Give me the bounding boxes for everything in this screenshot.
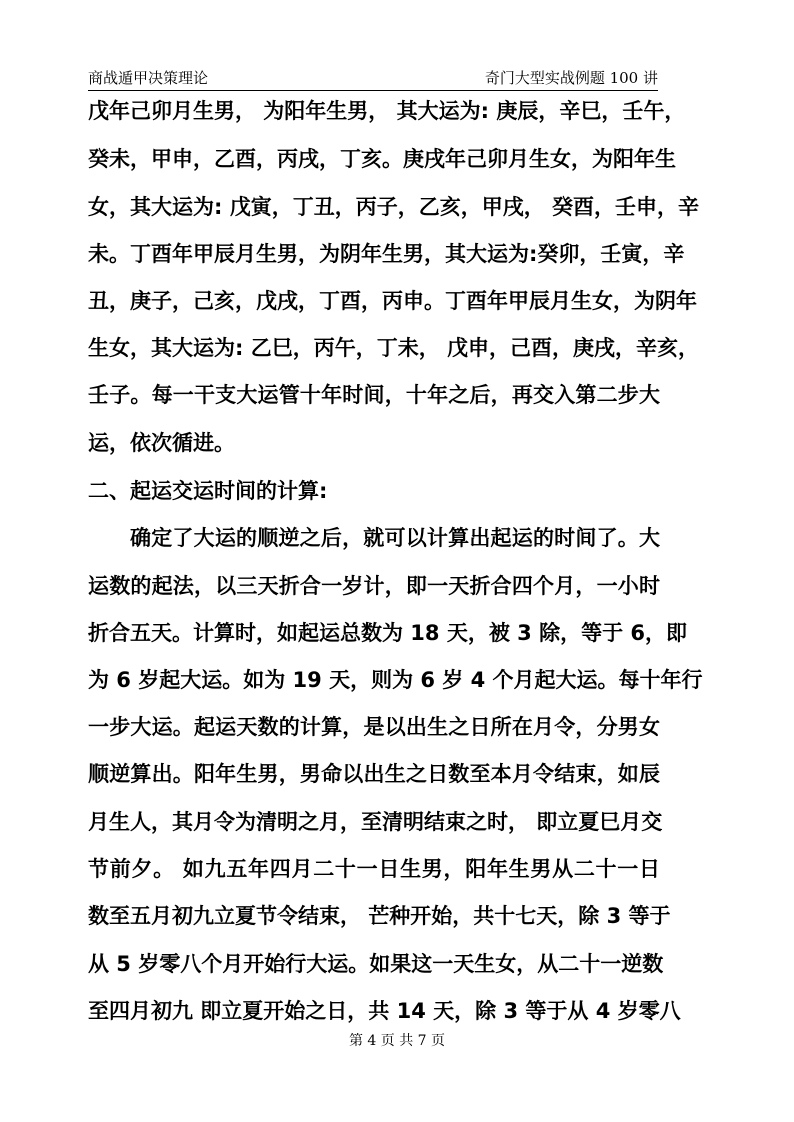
text-line: 未。丁酉年甲辰月生男，为阴年生男，其大运为:癸卯，壬寅，辛 — [88, 242, 685, 266]
header-book-title: 商战遁甲决策理论 — [88, 69, 209, 87]
text-line: 丑，庚子，己亥，戊戌，丁酉，丙申。丁酉年甲辰月生女，为阴年 — [88, 289, 697, 313]
text-line: 运，依次循进。 — [88, 431, 235, 455]
text-line: 生女，其大运为: 乙巳，丙午，丁未， 戊申，己酉，庚戌，辛亥， — [88, 336, 700, 360]
header-series-title: 奇门大型实战例题 100 讲 — [484, 69, 658, 87]
text-line: 戊年己卯月生男， 为阳年生男， 其大运为: 庚辰，辛巳，壬午， — [88, 99, 686, 123]
text-line: 一步大运。起运天数的计算，是以出生之日所在月令，分男女 — [88, 715, 660, 739]
page-header — [88, 62, 658, 91]
text-line: 至四月初九 即立夏开始之日，共 14 天，除 3 等于从 4 岁零八 — [88, 999, 681, 1023]
text-line: 从 5 岁零八个月开始行大运。如果这一天生女，从二十一逆数 — [88, 952, 664, 976]
text-line: 女，其大运为: 戊寅，丁丑，丙子，乙亥，甲戌， 癸酉，壬申，辛 — [88, 195, 700, 219]
page-number-footer: 第 4 页 共 7 页 — [348, 1033, 446, 1049]
text-line: 运数的起法，以三天折合一岁计，即一天折合四个月，一小时 — [88, 574, 660, 598]
text-line: 确定了大运的顺逆之后，就可以计算出起运的时间了。大 — [130, 526, 660, 550]
text-line: 壬子。每一干支大运管十年时间，十年之后，再交入第二步大 — [88, 383, 660, 407]
section-heading: 二、起运交运时间的计算: — [88, 479, 328, 503]
text-line: 折合五天。计算时，如起运总数为 18 天，被 3 除，等于 6，即 — [88, 621, 688, 645]
text-line: 节前夕。 如九五年四月二十一日生男，阳年生男从二十一日 — [88, 857, 660, 881]
text-line: 顺逆算出。阳年生男，男命以出生之日数至本月令结束，如辰 — [88, 762, 660, 786]
text-line: 为 6 岁起大运。如为 19 天，则为 6 岁 4 个月起大运。每十年行 — [88, 668, 703, 692]
text-line: 癸未，甲申，乙酉，丙戌，丁亥。庚戌年己卯月生女，为阳年生 — [88, 147, 676, 171]
text-line: 数至五月初九立夏节令结束， 芒种开始，共十七天，除 3 等于 — [88, 904, 671, 928]
text-line: 月生人，其月令为清明之月，至清明结束之时， 即立夏巳月交 — [88, 810, 663, 834]
